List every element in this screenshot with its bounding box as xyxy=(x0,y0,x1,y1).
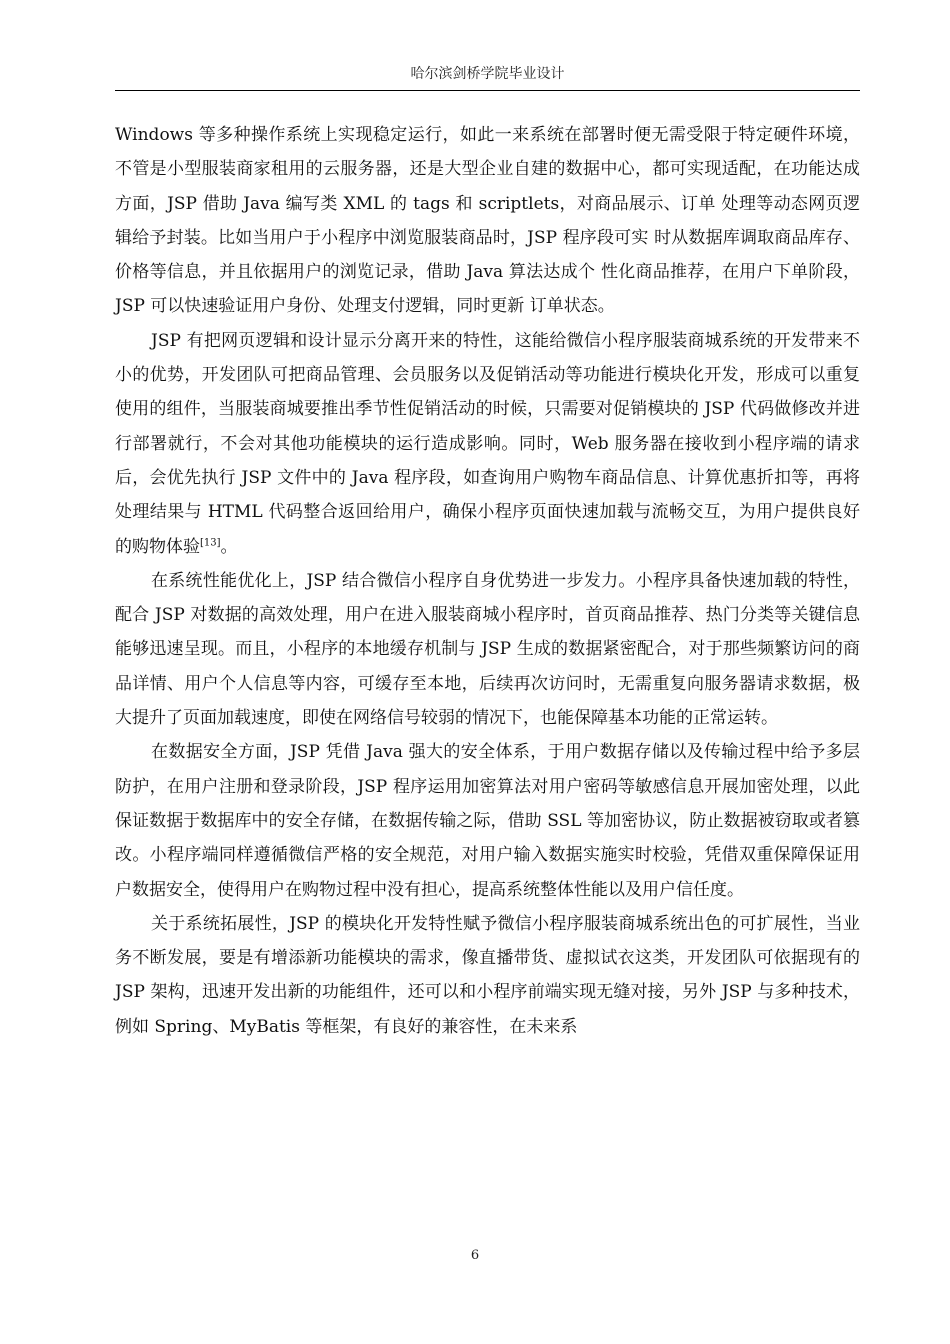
paragraph-4: 在数据安全方面，JSP 凭借 Java 强大的安全体系，于用户数据存储以及传输过程中给予多层防护，在用户注册和登录阶段，JSP 程序运用加密算法对用户密码等敏感信息开展加密处理，以此保证数据于数据库中的安全存储，在数据传输之际，借助 SSL 等加密协议，防止数据被窃取或者篡改。小程序端同样遵循微信严格的安全规范，对用户输入数据实施实时校验，凭借双重保障保证用户数据安全，使得用户在购物过程中没有担心，提高系统整体性能以及用户信任度。 xyxy=(115,742,860,900)
header-title: 哈尔滨剑桥学院毕业设计 xyxy=(410,66,565,82)
paragraph-1: Windows 等多种操作系统上实现稳定运行，如此一来系统在部署时便无需受限于特定硬件环境，不管是小型服装商家租用的云服务器，还是大型企业自建的数据中心，都可实现适配，在功能达成方面，JSP 借助 Java 编写类 XML 的 tags 和 scriptlets，对商品展示、订单 处理等动态网页逻辑给予封装。比如当用户于小程序中浏览服装商品时，JSP 程序段可实 时从数据库调取商品库存、价格等信息，并且依据用户的浏览记录，借助 Java 算法达成个 性化商品推荐，在用户下单阶段，JSP 可以快速验证用户身份、处理支付逻辑，同时更新 订单状态。 xyxy=(115,125,860,317)
page-number: 6 xyxy=(470,1248,480,1263)
paragraph-5: 关于系统拓展性，JSP 的模块化开发特性赋予微信小程序服装商城系统出色的可扩展性，当业务不断发展，要是有增添新功能模块的需求，像直播带货、虚拟试衣这类，开发团队可依据现有的 JSP 架构，迅速开发出新的功能组件，还可以和小程序前端实现无缝对接，另外 JSP 与多种技术，例如 Spring、MyBatis 等框架，有良好的兼容性，在未来系 xyxy=(115,913,860,1037)
body-text xyxy=(115,118,860,1044)
paragraph-3: 在系统性能优化上，JSP 结合微信小程序自身优势进一步发力。小程序具备快速加载的特性，配合 JSP 对数据的高效处理，用户在进入服装商城小程序时，首页商品推荐、热门分类等关键信息能够迅速呈现。而且，小程序的本地缓存机制与 JSP 生成的数据紧密配合，对于那些频繁访问的商品详情、用户个人信息等内容，可缓存至本地，后续再次访问时，无需重复向服务器请求数据，极大提升了页面加载速度，即使在网络信号较弱的情况下，也能保障基本功能的正常运转。 xyxy=(115,570,860,729)
paragraph-2 xyxy=(115,324,860,564)
paragraph-2-text: JSP 有把网页逻辑和设计显示分离开来的特性，这能给微信小程序服装商城系统的开发带来不小的优势，开发团队可把商品管理、会员服务以及促销活动等功能进行模块化开发，形成可以重复使用的组件，当服装商城要推出季节性促销活动的时候，只需要对促销模块的 JSP 代码做修改并进行部署就行，不会对其他功能模块的运行造成影响。同时，Web 服务器在接收到小程序端的请求后，会优先执行 JSP 文件中的 Java 程序段，如查询用户购物车商品信息、计算优惠折扣等，再将处理结果与 HTML 代码整合返回给用户，确保小程序页面快速加载与流畅交互，为用户提供良好的购物体验 xyxy=(115,330,860,557)
page-header xyxy=(115,64,860,91)
paragraph-2-tail: 。 xyxy=(220,536,238,557)
citation-marker: [13] xyxy=(200,536,221,548)
